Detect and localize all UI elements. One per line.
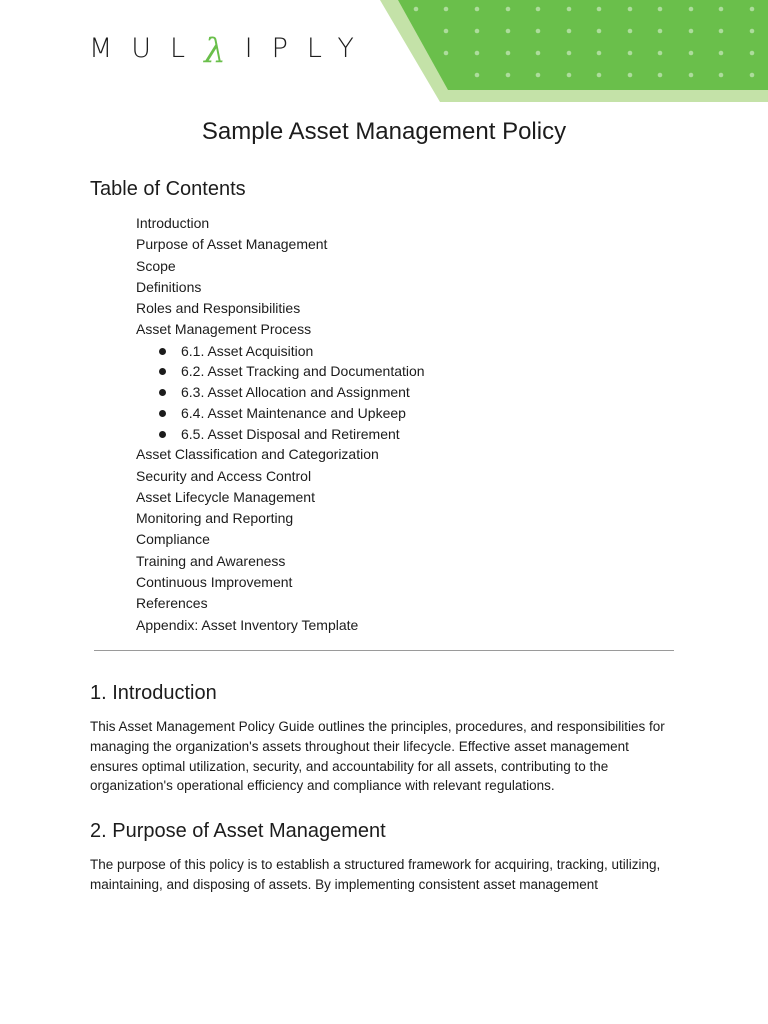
toc-item-roles[interactable]: Roles and Responsibilities: [136, 300, 301, 317]
toc-subitem-maintenance[interactable]: [136, 403, 425, 424]
toc-item-introduction[interactable]: Introduction: [136, 215, 210, 231]
bullet-icon: [159, 348, 166, 355]
section-heading-purpose: 2. Purpose of Asset Management: [90, 820, 386, 842]
logo-text-left: MUL: [89, 32, 205, 64]
toc-item-lifecycle[interactable]: Asset Lifecycle Management: [136, 488, 315, 505]
banner-green-block: [398, 0, 768, 90]
toc-item-process[interactable]: Asset Management Process: [136, 321, 312, 338]
toc-subitem-label: 6.1. Asset Acquisition: [181, 342, 314, 359]
section-body-introduction: This Asset Management Policy Guide outlines the principles, procedures, and responsibilities for managing the organization's assets throughout their lifecycle. Effective asset management ensures optimal utilization, security, and accountability for all assets, contributing to the organization's operational efficiency and compliance with relevant regulations.: [90, 719, 665, 794]
toc-item-appendix[interactable]: Appendix: Asset Inventory Template: [136, 616, 359, 633]
logo-text-right: IPLY: [244, 32, 373, 64]
toc-subsection-list: [136, 341, 425, 444]
toc-item-purpose[interactable]: Purpose of Asset Management: [136, 236, 328, 253]
toc-subitem-label: 6.5. Asset Disposal and Retirement: [181, 425, 400, 442]
toc-subitem-label: 6.2. Asset Tracking and Documentation: [181, 363, 425, 380]
toc-item-monitoring[interactable]: Monitoring and Reporting: [136, 510, 294, 527]
toc-subitem-acquisition[interactable]: [136, 341, 425, 362]
toc-item-classification[interactable]: Asset Classification and Categorization: [136, 446, 379, 463]
toc-item-scope[interactable]: Scope: [136, 257, 176, 274]
section-heading-introduction: 1. Introduction: [90, 682, 217, 704]
section-body-purpose: The purpose of this policy is to establish a structured framework for acquiring, tracking, utilizing, maintaining, and disposing of assets. By implementing consistent asset management: [90, 857, 661, 892]
bullet-icon: [159, 389, 166, 396]
toc-item-references[interactable]: References: [136, 595, 208, 612]
toc-item-compliance[interactable]: Compliance: [136, 531, 210, 548]
section-divider: [94, 650, 674, 651]
page-title: Sample Asset Management Policy: [201, 118, 567, 145]
toc-item-improvement[interactable]: Continuous Improvement: [136, 574, 293, 590]
toc-item-definitions[interactable]: Definitions: [136, 278, 202, 295]
bullet-icon: [159, 368, 166, 375]
multiply-logo: [89, 28, 373, 71]
toc-heading: Table of Contents: [90, 178, 246, 200]
toc-item-security[interactable]: Security and Access Control: [136, 467, 312, 484]
toc-subitem-allocation[interactable]: [136, 382, 425, 403]
toc-subitem-label: 6.4. Asset Maintenance and Upkeep: [181, 404, 406, 421]
table-of-contents: [136, 213, 425, 636]
logo-lambda-icon: λ: [204, 31, 245, 71]
toc-subitem-tracking[interactable]: [136, 361, 425, 382]
toc-subitem-disposal[interactable]: [136, 424, 425, 445]
toc-subitem-label: 6.3. Asset Allocation and Assignment: [181, 384, 410, 401]
toc-item-training[interactable]: Training and Awareness: [136, 552, 286, 569]
bullet-icon: [159, 431, 166, 438]
bullet-icon: [159, 410, 166, 417]
